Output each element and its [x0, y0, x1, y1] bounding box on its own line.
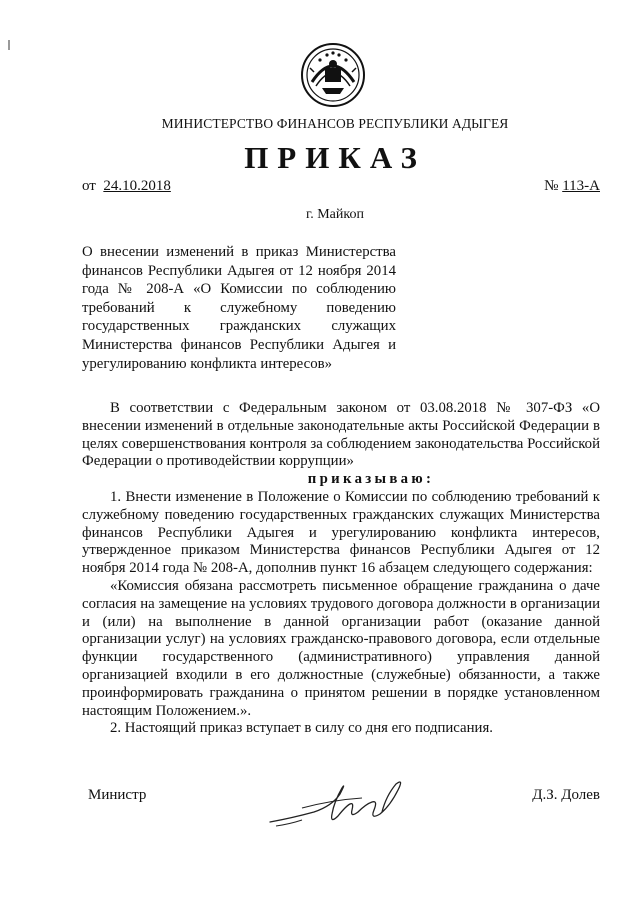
- date-value: 24.10.2018: [103, 178, 171, 194]
- order-body: [82, 400, 600, 738]
- date-prefix: от: [82, 178, 96, 194]
- signer-name: Д.З. Долев: [532, 787, 600, 803]
- city: г. Майкоп: [306, 207, 364, 222]
- item-1-quote: «Комиссия обязана рассмотреть письменное обращение гражданина о даче согласия на замещение на условиях трудового договора должности в организации и (или) на выполнение в данной организации работ (оказание данной организации услуг) на условиях гражданско-правового договора, если отдельные функции государственного (административного) управления данной организацией входили в его должностные (служебные) обязанности, а также проинформировать гражданина о принятом решении в порядке установленном настоящим Положением.».: [82, 577, 600, 719]
- document-date: [82, 178, 171, 195]
- republic-emblem-icon: [300, 42, 366, 108]
- document-title: ПРИКАЗ: [244, 140, 426, 175]
- number-prefix: №: [544, 178, 559, 194]
- order-subject: О внесении изменений в приказ Министерства финансов Республики Адыгея от 12 ноября 2014 года № 208-А «О Комиссии по соблюдению требований к служебному поведению государственных гражданских служащих Министерства финансов Республики Адыгея и урегулированию конфликта интересов»: [82, 244, 396, 372]
- handwritten-signature: [262, 768, 412, 830]
- ministry-name: МИНИСТЕРСТВО ФИНАНСОВ РЕСПУБЛИКИ АДЫГЕЯ: [161, 116, 509, 131]
- scan-mark: [8, 40, 10, 50]
- item-2: 2. Настоящий приказ вступает в силу со дня его подписания.: [110, 720, 493, 737]
- item-1: 1. Внести изменение в Положение о Комиссии по соблюдению требований к служебному поведению государственных гражданских служащих Министерства финансов Республики Адыгея и урегулированию конфликта интересов, утвержденное приказом Министерства финансов Республики Адыгея от 12 ноября 2014 года № 208-А, дополнив пункт 16 абзацем следующего содержания:: [82, 488, 600, 577]
- preamble: В соответствии с Федеральным законом от 03.08.2018 № 307-ФЗ «О внесении изменений в отдельные законодательные акты Российской Федерации в целях совершенствования контроля за соблюдением законодательства Российской Федерации о противодействии коррупции»: [82, 400, 600, 470]
- document-number: [544, 178, 600, 195]
- order-word: приказываю:: [307, 471, 435, 488]
- signer-position: Министр: [88, 787, 147, 803]
- number-value: 113-А: [562, 178, 600, 194]
